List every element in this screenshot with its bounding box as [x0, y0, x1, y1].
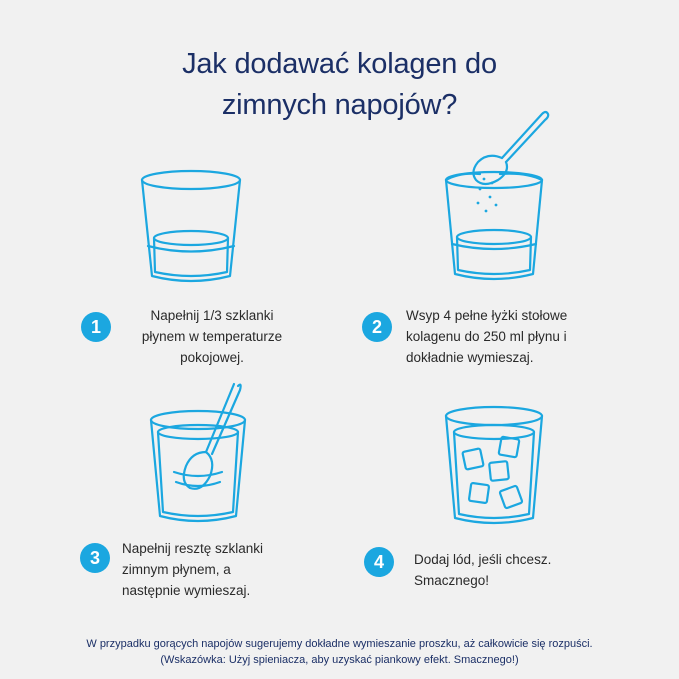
- footer-line-2: (Wskazówka: Użyj spieniacza, aby uzyskać piankowy efekt. Smacznego!): [160, 654, 519, 666]
- step-4-text: [414, 549, 551, 591]
- step-2-line-1: Wsyp 4 pełne łyżki stołowe: [406, 308, 568, 323]
- step-4-line-1: Dodaj lód, jeśli chcesz.: [414, 552, 552, 567]
- step-3-line-3: następnie wymieszaj.: [122, 583, 251, 598]
- step-4-line-2: Smacznego!: [414, 573, 490, 588]
- step-1-line-1: Napełnij 1/3 szklanki: [150, 308, 274, 323]
- glass-third-full-icon: [138, 168, 244, 286]
- title-line-2: zimnych napojów?: [221, 89, 458, 121]
- title-line-1: Jak dodawać kolagen do: [182, 48, 497, 80]
- page-title: [0, 44, 679, 126]
- footer-line-1: W przypadku gorących napojów sugerujemy dokładne wymieszanie proszku, aż całkowicie się rozpuści.: [86, 638, 593, 650]
- step-3-line-1: Napełnij resztę szklanki: [122, 541, 264, 556]
- glass-stirring-spoon-icon: [146, 380, 250, 528]
- step-3-text: [122, 538, 263, 601]
- step-2-badge: 2: [362, 312, 392, 342]
- powder-particles: [470, 175, 510, 225]
- step-2-text: [406, 305, 567, 368]
- step-2-line-3: dokładnie wymieszaj.: [406, 350, 534, 365]
- step-4-badge: 4: [364, 547, 394, 577]
- step-1-badge: 1: [81, 312, 111, 342]
- step-1-text: [121, 305, 303, 368]
- step-3-line-2: zimnym płynem, a: [122, 562, 231, 577]
- step-3-badge: 3: [80, 543, 110, 573]
- step-2-line-2: kolagenu do 250 ml płynu i: [406, 329, 567, 344]
- footer-note: [0, 636, 679, 668]
- step-1-line-3: pokojowej.: [180, 350, 244, 365]
- glass-with-ice-icon: [442, 402, 546, 530]
- step-1-line-2: płynem w temperaturze: [141, 329, 283, 344]
